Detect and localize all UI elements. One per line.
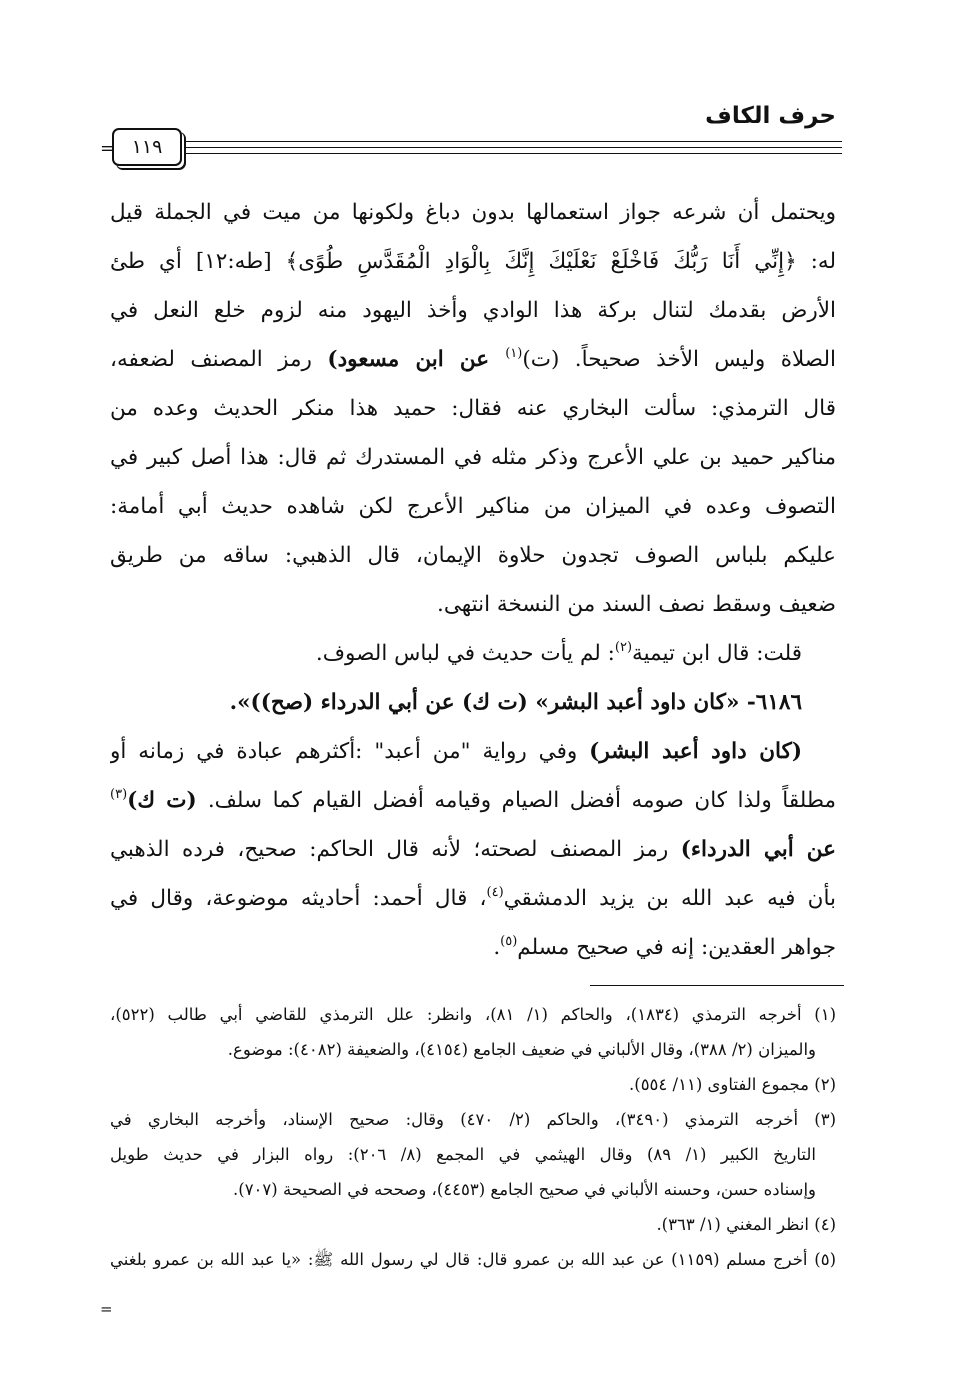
line-text: جواهر العقدين: إنه في صحيح مسلم <box>517 935 836 960</box>
header-rule <box>186 147 842 148</box>
header-rule <box>186 153 842 154</box>
text-line: ضعيف وسقط نصف السند من النسخة انتهى. <box>436 592 836 617</box>
footnote-ref: (٢) <box>614 640 633 655</box>
footnote-line: (٢) مجموع الفتاوى (١١/ ٥٥٤). <box>629 1075 836 1094</box>
footnote-separator <box>590 985 844 986</box>
footnote-line: (٥) أخرج مسلم (١١٥٩) عن عبد الله بن عمرو قال: قال لي رسول الله ﷺ: «يا عبد الله بن عمرو بلغني <box>110 1250 836 1269</box>
footnote-line: (٣) أخرجه الترمذي (٣٤٩٠)، والحاكم (٢/ ٤٧٠) وقال: صحيح الإسناد، وأخرجه البخاري في <box>110 1110 836 1129</box>
footnote-ref: (٥) <box>500 934 518 949</box>
line-text: الصلاة وليس الأخذ صحيحاً. (ت) <box>522 347 836 372</box>
footnotes <box>110 997 836 1277</box>
text-line: مناكير حميد بن علي الأعرج وذكر مثله في المستدرك ثم قال: هذا أصل كبير في <box>110 445 836 470</box>
line-text: . <box>493 935 501 960</box>
text-line <box>110 727 836 776</box>
footnote-line: (٤) انظر المغني (١/ ٣٦٣). <box>656 1215 836 1234</box>
footnote-line: (١) أخرجه الترمذي (١٨٣٤)، والحاكم (١/ ٨١)، وانظر: علل الترمذي للقاضي أبي طالب (٥٢٢)، <box>110 1005 836 1024</box>
footnote-line: التاريخ الكبير (١/ ٨٩) وقال الهيثمي في المجمع (٨/ ٢٠٦): رواه البزار في حديث طويل <box>110 1145 816 1164</box>
text-line <box>110 335 836 384</box>
text-line <box>110 923 836 972</box>
header-edge-mark: = <box>100 138 116 159</box>
line-text: وفي رواية "من أعبد" :أكثرهم عبادة في زمانه أو <box>110 739 590 764</box>
bold-text: (ت ك) <box>127 788 208 813</box>
line-text: مطلقاً ولذا كان صومه أفضل الصيام وقيامه أفضل القيام كما سلف. <box>207 788 836 813</box>
header-rule <box>186 141 842 142</box>
footnote-ref: (٤) <box>486 885 504 900</box>
footnote-ref: (٣) <box>110 787 128 802</box>
line-text: رمز المصنف لضعفه، <box>110 347 328 372</box>
page-number: ١١٩ <box>131 136 163 158</box>
text-line: ويحتمل أن شرعه جواز استعمالها بدون دباغ ولكونها من ميت في الجملة قيل <box>110 200 836 225</box>
footnote-line: والميزان (٢/ ٣٨٨)، وقال الألباني في ضعيف الجامع (٤١٥٤)، والضعيفة (٤٠٨٢): موضوع. <box>227 1040 816 1059</box>
bold-text: عن ابن مسعود) <box>327 347 506 372</box>
text-line: قال الترمذي: سألت البخاري عنه فقال: حميد هذا منكر الحديث وعده من <box>110 396 836 421</box>
bold-text: عن أبي الدرداء) <box>680 837 836 862</box>
running-head: حرف الكاف <box>705 103 836 129</box>
text-line: عليكم بلباس الصوف تجدون حلاوة الإيمان، قال الذهبي: ساقه من طريق <box>110 543 836 568</box>
text-line <box>110 776 836 825</box>
footnote-line: وإسناده حسن، وحسنه الألباني في صحيح الجامع (٤٤٥٣)، وصححه في الصحيحة (٧٠٧). <box>233 1180 816 1199</box>
bold-text: (كان داود أعبد البشر) <box>589 739 802 764</box>
text-line: الأرض بقدمك لتنال بركة هذا الوادي وأخذ اليهود منه لزوم خلع النعل في <box>110 298 836 323</box>
text-line: التصوف وعده في الميزان من مناكير الأعرج لكن شاهده حديث أبي أمامة: <box>110 494 836 519</box>
line-text: رمز المصنف لصحته؛ لأنه قال الحاكم: صحيح، فرده الذهبي <box>110 837 681 862</box>
text-line: له: ﴿إِنِّي أَنَا رَبُّكَ فَاخْلَعْ نَعْلَيْكَ إِنَّكَ بِالْوَادِ الْمُقَدَّسِ طُوًى﴾ [طه:١٢] أي طئ <box>110 249 836 274</box>
text-line <box>110 629 836 678</box>
line-text: : لم يأت حديث في لباس الصوف. <box>315 641 615 666</box>
line-text: بأن فيه عبد الله بن يزيد الدمشقي <box>503 886 836 911</box>
page-number-box <box>112 128 182 166</box>
main-text <box>110 188 836 972</box>
text-line <box>110 874 836 923</box>
hadith-heading: ٦١٨٦- «كان داود أعبد البشر» (ت ك) عن أبي الدرداء (صح))». <box>229 690 802 715</box>
text-line <box>110 825 836 874</box>
footer-edge-mark: = <box>100 1300 113 1318</box>
line-text: قلت: قال ابن تيمية <box>632 641 802 666</box>
footnote-ref: (١) <box>505 346 523 361</box>
line-text: ، قال أحمد: أحاديثه موضوعة، وقال في <box>110 886 487 911</box>
